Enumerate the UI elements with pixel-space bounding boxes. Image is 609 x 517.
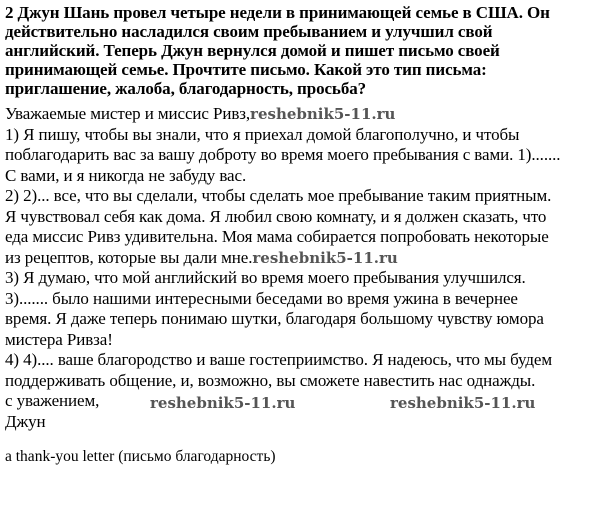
letter-line: Я чувствовал себя как дома. Я любил свою комнату, и я должен сказать, что: [5, 206, 547, 226]
letter-line: 1) Я пишу, чтобы вы знали, что я приехал домой благополучно, и чтобы: [5, 124, 520, 144]
answer-text: a thank-you letter (письмо благодарность): [5, 448, 276, 465]
letter-line: С вами, и я никогда не забуду вас.: [5, 165, 247, 185]
letter-line: поблагодарить вас за вашу доброту во время моего пребывания с вами. 1).......: [5, 145, 561, 164]
letter-closing: с уважением,: [5, 391, 100, 410]
letter-line: мистера Ривза!: [5, 329, 113, 349]
task-line: принимающей семье. Прочтите письмо. Какой это тип письма:: [5, 60, 487, 79]
letter-line: 2) 2)... все, что вы сделали, чтобы сделать мое пребывание таким приятным.: [5, 186, 552, 205]
letter-greeting-line: [5, 104, 607, 125]
task-line: действительно насладился своим пребыванием и улучшил свой: [5, 22, 493, 41]
letter-line: 4) 4).... ваше благородство и ваше гостеприимство. Я надеюсь, что мы будем: [5, 350, 553, 369]
task-text: [5, 3, 605, 98]
letter-line: еда миссис Ривз удивительна. Моя мама собирается попробовать некоторые: [5, 227, 549, 246]
letter-line: из рецептов, которые вы дали мне.: [5, 247, 253, 267]
letter-line-with-watermark: [5, 248, 607, 269]
task-line: приглашение, жалоба, благодарность, просьба?: [5, 79, 367, 98]
watermark: reshebnik5-11.ru: [390, 394, 536, 412]
task-line: 2 Джун Шань провел четыре недели в принимающей семье в США. Он: [5, 3, 550, 22]
letter-line: время. Я даже теперь понимаю шутки, благодаря большому чувству юмора: [5, 309, 544, 328]
letter-line: 3) Я думаю, что мой английский во время моего пребывания улучшился.: [5, 268, 526, 287]
letter-line: 3)....... было нашими интересными беседами во время ужина в вечернее: [5, 288, 518, 308]
watermark: reshebnik5-11.ru: [150, 394, 296, 412]
task-line: английский. Теперь Джун вернулся домой и пишет письмо своей: [5, 41, 500, 60]
letter-signature: Джун: [5, 411, 46, 431]
letter-body: [5, 104, 607, 432]
letter-line: поддерживать общение, и, возможно, вы сможете навестить нас однажды.: [5, 370, 536, 390]
watermark: reshebnik5-11.ru: [250, 105, 396, 123]
letter-greeting: Уважаемые мистер и миссис Ривз,: [5, 104, 251, 123]
watermark: reshebnik5-11.ru: [252, 248, 398, 267]
